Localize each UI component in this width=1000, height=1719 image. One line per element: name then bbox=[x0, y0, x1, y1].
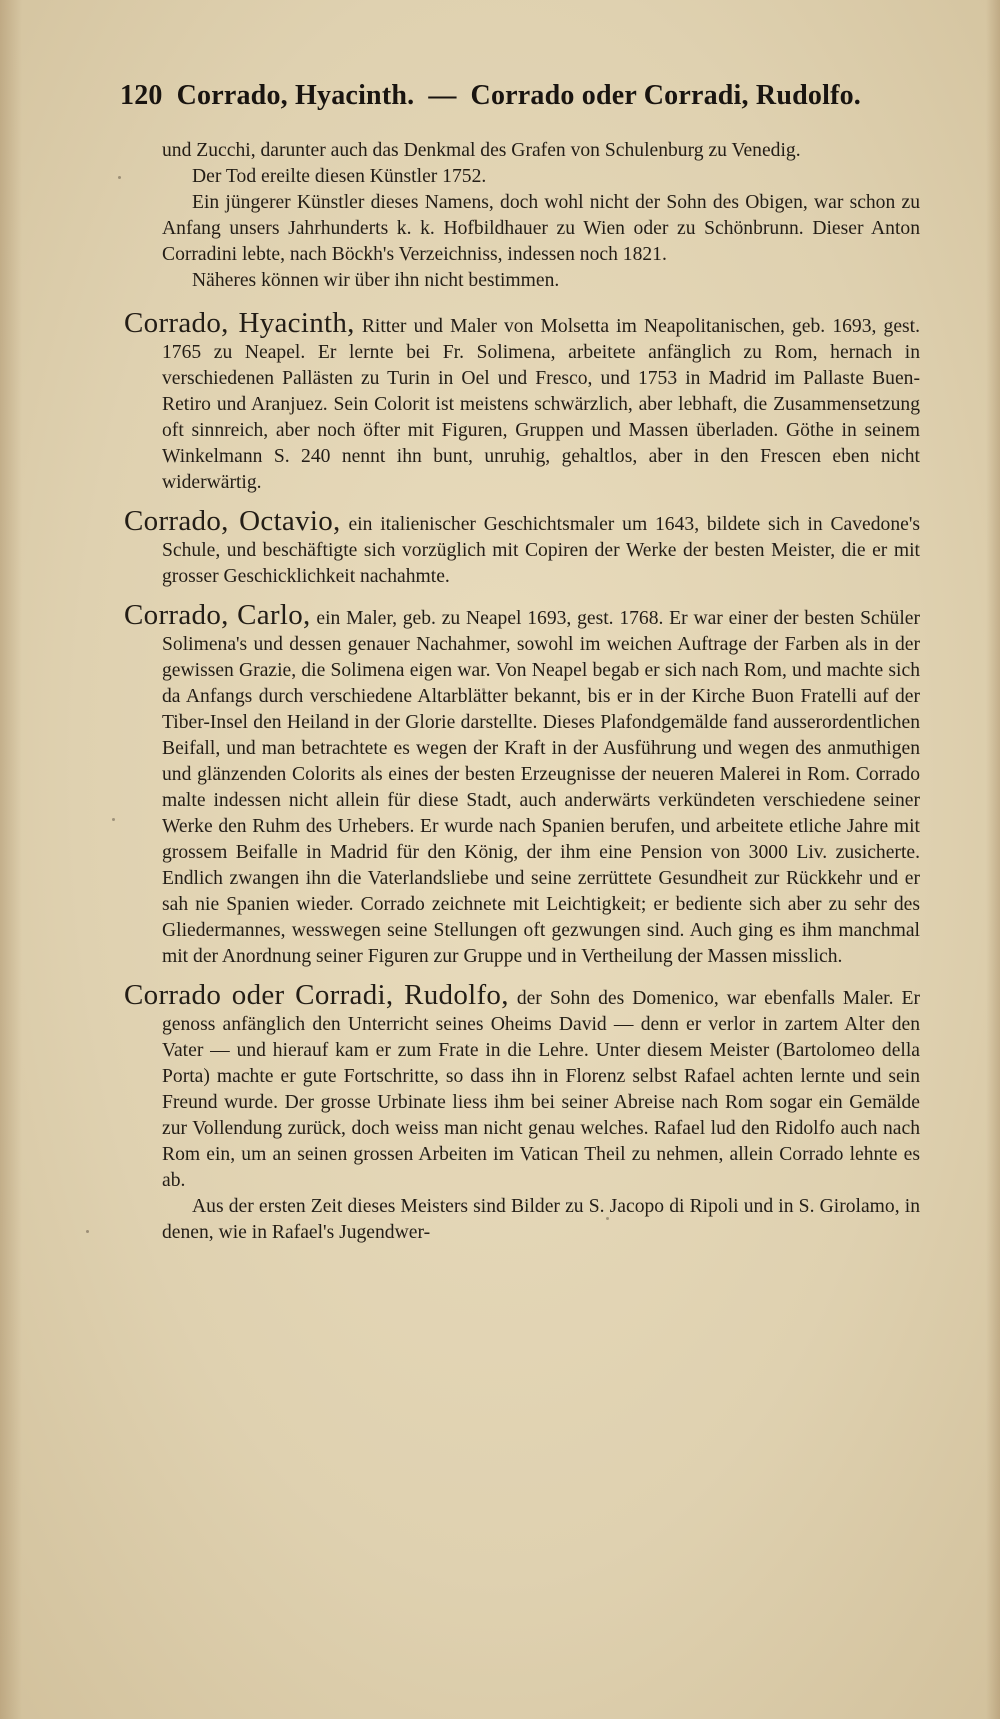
entry-text: der Sohn des Domenico, war ebenfalls Maler. Er genoss anfänglich den Unterricht seines Oheims David — denn er verlor in zartem Alter den Vater — und hierauf kam er zum Frate in die Lehre. Unter diesem Meister (Bartolomeo della Porta) machte er gute Fortschritte, so dass ihn in Florenz selbst Rafael achten lernte und sein Freund wurde. Der grosse Urbinate liess ihm bei seiner Abreise nach Rom sogar ein Gemälde zur Vollendung zurück, doch weiss man nicht genau welches. Rafael lud den Ridolfo auch nach Rom ein, um an seinen grossen Arbeiten im Vatican Theil zu nehmen, allein Corrado lehnte es ab. bbox=[162, 988, 921, 1191]
running-head-left: Corrado, Hyacinth. bbox=[176, 80, 415, 111]
continuation-paragraph: Der Tod ereilte diesen Künstler 1752. bbox=[192, 166, 487, 187]
entry-headword: Corrado oder Corradi, Rudolfo, bbox=[124, 979, 509, 1011]
paper-speck bbox=[482, 688, 485, 691]
paper-speck bbox=[86, 1230, 89, 1233]
entry-text: ein italienischer Geschichtsmaler um 1643, bildete sich in Cavedone's Schule, und beschäftigte sich vorzüglich mit Copiren der Werke der besten Meister, die er mit grosser Geschicklichkeit nachahmte. bbox=[162, 514, 920, 587]
entry-continuation-paragraph: Aus der ersten Zeit dieses Meisters sind Bilder zu S. Jacopo di Ripoli und in S. Girolamo, in denen, wie in Rafael's Jugendwer- bbox=[162, 1196, 920, 1243]
entry-corrado-hyacinth bbox=[124, 307, 920, 496]
continuation-paragraph: Näheres können wir über ihn nicht bestimmen. bbox=[192, 270, 560, 291]
entry-corrado-octavio bbox=[124, 505, 920, 590]
running-head-right: Corrado oder Corradi, Rudolfo. bbox=[470, 80, 861, 111]
paper-speck bbox=[112, 818, 115, 821]
paper-speck bbox=[118, 176, 121, 179]
paper-speck bbox=[606, 1217, 609, 1220]
running-head bbox=[120, 80, 920, 112]
entry-headword: Corrado, Octavio, bbox=[124, 505, 341, 537]
entry-text: ein Maler, geb. zu Neapel 1693, gest. 1768. Er war einer der besten Schüler Solimena's und dessen genauer Nachahmer, sowohl im weichen Auftrage der Farben als in der gewissen Grazie, die Solimena eigen war. Von Neapel begab er sich nach Rom, und machte sich da Anfangs durch verschiedene Altarblätter bekannt, bis er in der Kirche Buon Fratelli auf der Tiber-Insel den Heiland in der Glorie darstellte. Dieses Plafondgemälde fand ausserordentlichen Beifall, und man betrachtete es wegen der Kraft in der Ausführung und wegen des anmuthigen und glänzenden Colorits als eines der besten Erzeugnisse der neueren Malerei in Rom. Corrado malte indessen nicht allein für diese Stadt, auch anderwärts verkündeten verschiedene seiner Werke den Ruhm des Urhebers. Er wurde nach Spanien berufen, und arbeitete etliche Jahre mit grossem Beifalle in Madrid für den König, der ihm eine Pension von 3000 Liv. zusicherte. Endlich zwangen ihn die Vaterlandsliebe und seine zerrüttete Gesundheit zur Rückkehr und er sah nie Spanien wieder. Corrado zeichnete mit Leichtigkeit; er bediente sich aber zu sehr des Gliedermannes, wesswegen seine Stellungen oft gezwungen sind. Auch ging es ihm manchmal mit der Anordnung seiner Figuren zur Gruppe und in Vertheilung der Massen misslich. bbox=[162, 608, 920, 967]
running-head-dash: — bbox=[428, 80, 457, 111]
page-edge-shadow-right bbox=[986, 0, 1000, 1719]
page-body bbox=[124, 138, 920, 1246]
page-number: 120 bbox=[120, 80, 163, 111]
entry-headword: Corrado, Carlo, bbox=[124, 599, 311, 631]
continuation-paragraph: und Zucchi, darunter auch das Denkmal des Grafen von Schulenburg zu Venedig. bbox=[162, 140, 801, 161]
entry-corrado-carlo bbox=[124, 599, 920, 970]
entry-text: Ritter und Maler von Molsetta im Neapolitanischen, geb. 1693, gest. 1765 zu Neapel. Er lernte bei Fr. Solimena, arbeitete anfänglich zu Rom, hernach in verschiedenen Pallästen zu Turin in Oel und Fresco, und 1753 in Madrid im Pallaste Buen-Retiro und Aranjuez. Sein Colorit ist meistens schwärzlich, aber lebhaft, die Zusammensetzung oft sinnreich, aber noch öfter mit Figuren, Gruppen und Massen überladen. Göthe in seinem Winkelmann S. 240 nennt ihn bunt, unruhig, gehaltlos, aber in den Frescen eben nicht widerwärtig. bbox=[162, 316, 920, 493]
continuation-paragraph: Ein jüngerer Künstler dieses Namens, doch wohl nicht der Sohn des Obigen, war schon zu Anfang unsers Jahrhunderts k. k. Hofbildhauer zu Wien oder zu Schönbrunn. Dieser Anton Corradini lebte, nach Böckh's Verzeichniss, indessen noch 1821. bbox=[162, 192, 920, 265]
page-edge-shadow-left bbox=[0, 0, 22, 1719]
entry-headword: Corrado, Hyacinth, bbox=[124, 307, 355, 339]
entry-corrado-rudolfo bbox=[124, 979, 921, 1194]
